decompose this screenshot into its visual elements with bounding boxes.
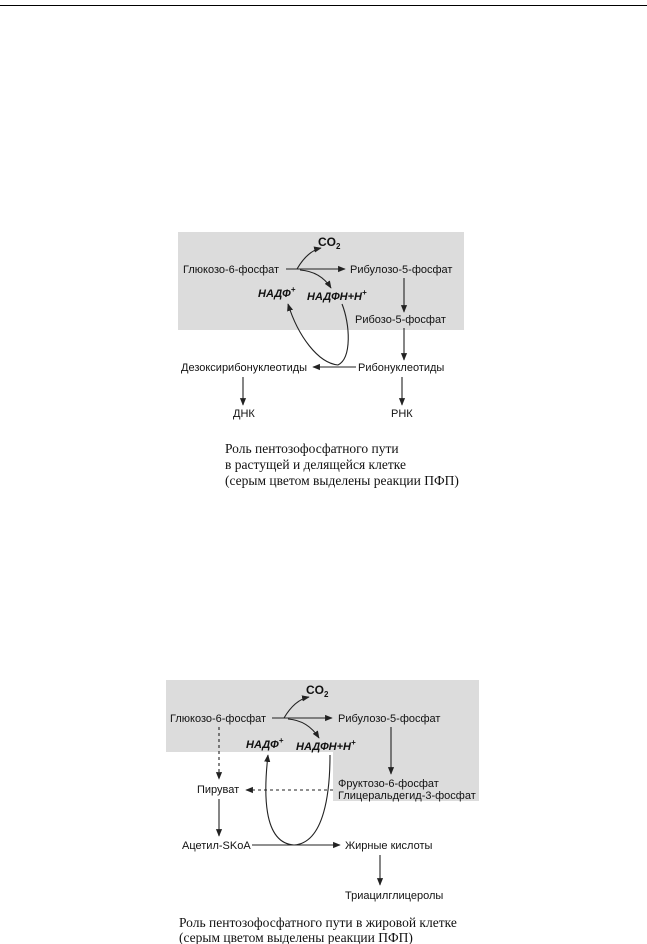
glucose-6-phosphate: Глюкозо-6-фосфат	[183, 264, 280, 276]
diagram-1-caption-line-1: Роль пентозофосфатного пути	[225, 441, 399, 456]
ribonucleotides: Рибонуклеотиды	[358, 362, 445, 374]
pyruvate: Пируват	[197, 784, 240, 796]
rna-label: РНК	[391, 408, 413, 420]
fructose-6-phosphate: Фруктозо-6-фосфат	[338, 778, 439, 790]
diagram-2-caption-line-2: (серым цветом выделены реакции ПФП)	[179, 930, 413, 944]
fatty-acids: Жирные кислоты	[345, 840, 433, 852]
glyceraldehyde-3-phosphate: Глицеральдегид-3-фосфат	[338, 790, 476, 802]
diagram-2	[166, 680, 479, 944]
deoxyribonucleotides: Дезоксирибонуклеотиды	[181, 362, 308, 374]
nadph-label: НАДФН+Н+	[307, 288, 367, 303]
diagram-2-caption-line-1: Роль пентозофосфатного пути в жировой клетке	[179, 915, 457, 930]
diagram-1-caption-line-3: (серым цветом выделены реакции ПФП)	[225, 473, 459, 488]
nadph-regeneration-loop	[266, 755, 330, 845]
nadph-label: НАДФН+Н+	[296, 738, 356, 753]
dna-label: ДНК	[233, 408, 255, 420]
co2-label: $CO_2$	[318, 235, 341, 251]
glucose-6-phosphate: Глюкозо-6-фосфат	[170, 713, 267, 725]
acetyl-scoa: Ацетил-SKoA	[182, 840, 251, 852]
ribulose-5-phosphate: Рибулозо-5-фосфат	[350, 264, 453, 276]
triacylglycerols: Триацилглицеролы	[345, 890, 444, 902]
diagram-1-caption-line-2: в растущей и делящейся клетке	[225, 457, 406, 472]
ribulose-5-phosphate: Рибулозо-5-фосфат	[338, 713, 441, 725]
nadp-label: НАДФ+	[246, 736, 284, 751]
nadp-label: НАДФ+	[258, 285, 296, 300]
co2-label: $CO_2$	[306, 683, 329, 699]
diagram-1	[178, 232, 464, 488]
ribose-5-phosphate: Рибозо-5-фосфат	[355, 314, 446, 326]
